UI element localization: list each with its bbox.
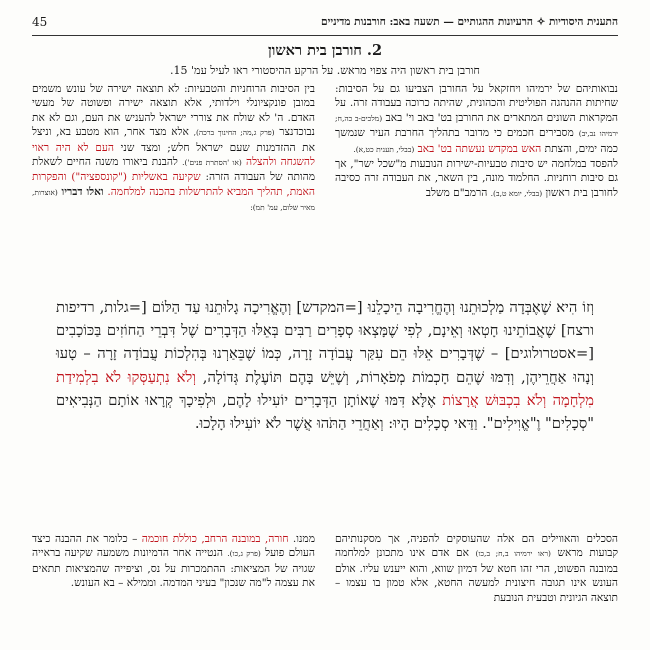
bottom-left-paragraph — [32, 532, 315, 591]
right-column — [335, 82, 618, 201]
left-highlight-1: העם לא היה ראוי להשגחה ולהצלה — [32, 141, 315, 169]
left-highlight-2: שקיעה באשליות ("קונספציה") והפקרות האמת, תהליך המביא להתרשלות בהכנה למלחמה. — [32, 171, 315, 198]
bottom-left-text-3: הנטייה אחר הדמיונות משמעה שקיעה בראייה שגויה של המציאות: ההתמכרות על נס, וציפייה שהמציאות תתאים את עצמה ל"מה שנכון" בעיני המדמה. וממילא – בא העונש. — [32, 547, 315, 590]
left-text-1d: ואלו דבריו — [61, 185, 104, 198]
right-col-paragraph-1 — [335, 82, 618, 157]
left-column — [32, 82, 315, 216]
left-col-paragraph-1 — [32, 82, 315, 216]
right-text-2: להפסד במלחמה יש סיבות טבעיות-ישירות הנובעות מ"שכל ישר", אך גם סיבות רוחניות. החלמוד מונה, בין השאר, את העבודה זרה כסיבה לחורבן בית ראשון — [335, 158, 618, 199]
right-text-1: נבואותיהם של ירמיהו ויחזקאל על החורבן הצביעו גם על הסיבות: שחיתות ההנהגה הפוליטית והכהונית, שהיתה כרוכה בעבודה זרה. על המקראות השונים המתארים את החורבן בט' באב וי' באב — [335, 83, 618, 124]
bottom-left-text-1: ממנו. — [292, 533, 315, 545]
right-text-1b: מסבירים חכמים כי מדובר בתהליך החרבת העיר שנמשך כמה ימים, והצתת — [335, 127, 618, 155]
right-ref-1: (מלכים-ב כה,ח; ירמיהו נב,יב) — [335, 113, 618, 139]
bottom-left-text-2: – כלומר את ההבנה כיצד העולם פועל — [32, 533, 316, 560]
header-text: התענית היסודיות ✧ הרעיונות ההגותיים — תשעה באב: חורבנות מדיניים — [321, 16, 618, 28]
bottom-right-text-1: הסכלים והאווילים הם אלה שהעוסקים להפניה, אך מסקנותיהם קבועות מראש — [335, 533, 618, 560]
left-ref-2: (או 'הסתרת פנים'). — [182, 158, 242, 168]
left-text-1c: להבנת ביאורו משנה החיים לשאלת מהותה של העבודה הזרה: — [32, 156, 315, 184]
bottom-right-paragraph — [335, 532, 618, 605]
bottom-left-column — [32, 532, 315, 591]
right-col-paragraph-2 — [335, 157, 618, 201]
bottom-left-ref: (פרק ג,כו). — [227, 549, 261, 559]
bottom-left-highlight: חורה, במובנה הרחב, כוללת חוכמה — [141, 533, 289, 545]
bottom-right-column — [335, 532, 618, 605]
bottom-right-ref: (ראו ירמיהו ב,ח; ב,כו) — [475, 549, 551, 559]
bottom-right-text-2: אם אדם אינו מתכונן למלחמה במובנה הפשוט, הרי זהו חטא של דמיון שווא, והוא ייענש עליו. אולם העונש אינו תגובה חיצונית למעשה החטא, אלא טמון בו עצמו – תוצאה הגיונית וטבעית הנובעת — [335, 547, 618, 604]
rambam-quote — [56, 296, 594, 435]
left-ref-1: (פרק ג,מה; החינוך ברכה), — [193, 128, 275, 138]
right-text-2b: הרמב"ם משלב — [425, 186, 488, 199]
running-header — [32, 12, 618, 36]
page-number: 45 — [32, 15, 48, 29]
quote-part-2: אֶלָּא דִּמּוּ שֶׁאוֹתָן הַדְּבָרִים יוֹעִילוּ לָהֶם, וּלְפִיכָךְ קְרָאוּ אוֹתָם הַנְּבִיאִים "סְכָלִים" וֶ"אֱוִילִים". וַדַּאי סְכָלִים הָיוּ: וְאַחֲרֵי הַתֹּהוּ אֲשֶׁר לֹא יוֹעִילוּ הָלָכוּ. — [56, 391, 594, 433]
left-text-1: בין הסיבות הרוחניות והטבעיות: לא תוצאה ישירה של עונש משמים במובן פונקציונלי וילדותי, אלא תוצאה ישירה ופשוטה של מעשי האדם. ה' לא שולח את צוררי ישראל להעניש את העם, וגם לא את נבוכדנצר — [32, 83, 315, 139]
quote-part-1: וְזוֹ הִיא שֶׁאֶבְּדָה מַלְכוּתֵנוּ וְהֶחֱרִיבָה הֵיכָלֵנוּ [=המקדש] וְהֶאֱרִיכָה גָלוּתֵנוּ עַד הַלּוֹם [=גלות, רדיפות ורצח] שֶׁאֲבוֹתֵינוּ חָטְאוּ וְאֵינָם, לְפִי שֶׁמָּצְאוּ סְפָרִים רַבִּים בְּאֵלּוּ הַדְּבָרִים שֶׁל דִּבְרֵי הַחוֹזִים בַּכּוֹכָבִים [=אסטרולוגים] – שֶׁדְּבָרִים אֵלּוּ הֵם עִקַּר עֲבוֹדָה זָרָה, כְּמוֹ שֶׁבֵּאַרְנוּ בְּהִלְכוֹת עֲבוֹדָה זָרָה – טָעוּ וְנָהוּ אַחֲרֵיהֶן, וְדִמּוּ שֶׁהֵם חָכְמוֹת מְפֹאָרוֹת, וְשֶׁיֵּשׁ בָּהֶם תּוֹעֶלֶת גְּדוֹלָה, — [56, 299, 594, 386]
intro-line: חורבן בית ראשון היה צפוי מראש. על הרקע ההיסטורי ראו לעיל עמ' 15. — [170, 64, 480, 77]
quote-highlight: וְלֹא נִתְעַסְּקוּ לֹא בִלְמִידַת מִלְחָמָה וְלֹא בִכְבּוּשׁ אֲרָצוֹת — [56, 368, 594, 409]
right-ref-2: (בבלי, תענית כט,א). — [353, 144, 415, 154]
section-title: 2. חורבן בית ראשון — [267, 42, 383, 59]
left-ref-3: (אוצרות, מאיר שלום, עמ' תמ): — [32, 187, 315, 213]
right-ref-3: (בבלי, יומא ט,ב). — [490, 188, 543, 198]
left-text-1b: אלא מצד אחר, הוא מטבע בא, וניצל את ההזדמנות שעם ישראל חלש; ומצד שני — [32, 126, 315, 154]
right-highlight-1: האש במקדש נעשתה בט' באב — [417, 142, 542, 155]
